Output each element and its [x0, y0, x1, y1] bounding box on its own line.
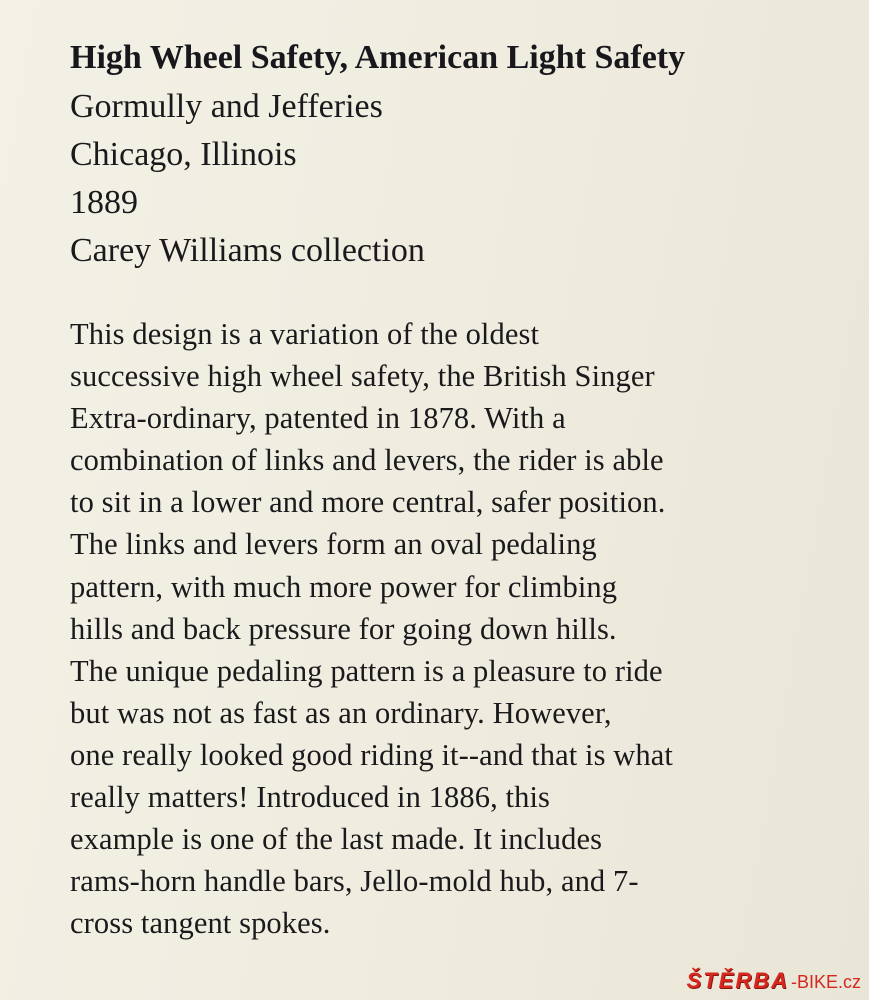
- year-line: 1889: [70, 184, 138, 221]
- description-line: to sit in a lower and more central, safer position.: [70, 485, 666, 520]
- description-line: combination of links and levers, the rider is able: [70, 443, 664, 478]
- description-line: Extra-ordinary, patented in 1878. With a: [70, 401, 566, 436]
- watermark-domain: -BIKE.cz: [790, 972, 861, 992]
- description-line: pattern, with much more power for climbing: [70, 569, 618, 604]
- placard-meta: [70, 83, 425, 275]
- collection-line: Carey Williams collection: [70, 232, 425, 269]
- description-line: The unique pedaling pattern is a pleasure to ride: [70, 653, 663, 688]
- description-line: example is one of the last made. It includes: [70, 822, 603, 857]
- maker-line: Gormully and Jefferies: [70, 88, 383, 125]
- description-line: This design is a variation of the oldest: [70, 317, 540, 351]
- description-line: but was not as fast as an ordinary. However,: [70, 695, 612, 730]
- placard-description: [70, 313, 673, 944]
- description-line: really matters! Introduced in 1886, this: [70, 780, 551, 815]
- description-line: one really looked good riding it--and that is what: [70, 737, 673, 772]
- description-line: rams-horn handle bars, Jello-mold hub, and 7-: [70, 864, 639, 899]
- description-line: cross tangent spokes.: [70, 906, 331, 941]
- placard-title: High Wheel Safety, American Light Safety: [70, 39, 686, 76]
- location-line: Chicago, Illinois: [70, 136, 297, 173]
- description-line: hills and back pressure for going down hills.: [70, 611, 617, 646]
- watermark-brand: ŠTĚRBA: [686, 968, 789, 993]
- site-watermark: [687, 968, 861, 994]
- description-line: successive high wheel safety, the British Singer: [70, 359, 655, 394]
- description-line: The links and levers form an oval pedaling: [70, 527, 597, 562]
